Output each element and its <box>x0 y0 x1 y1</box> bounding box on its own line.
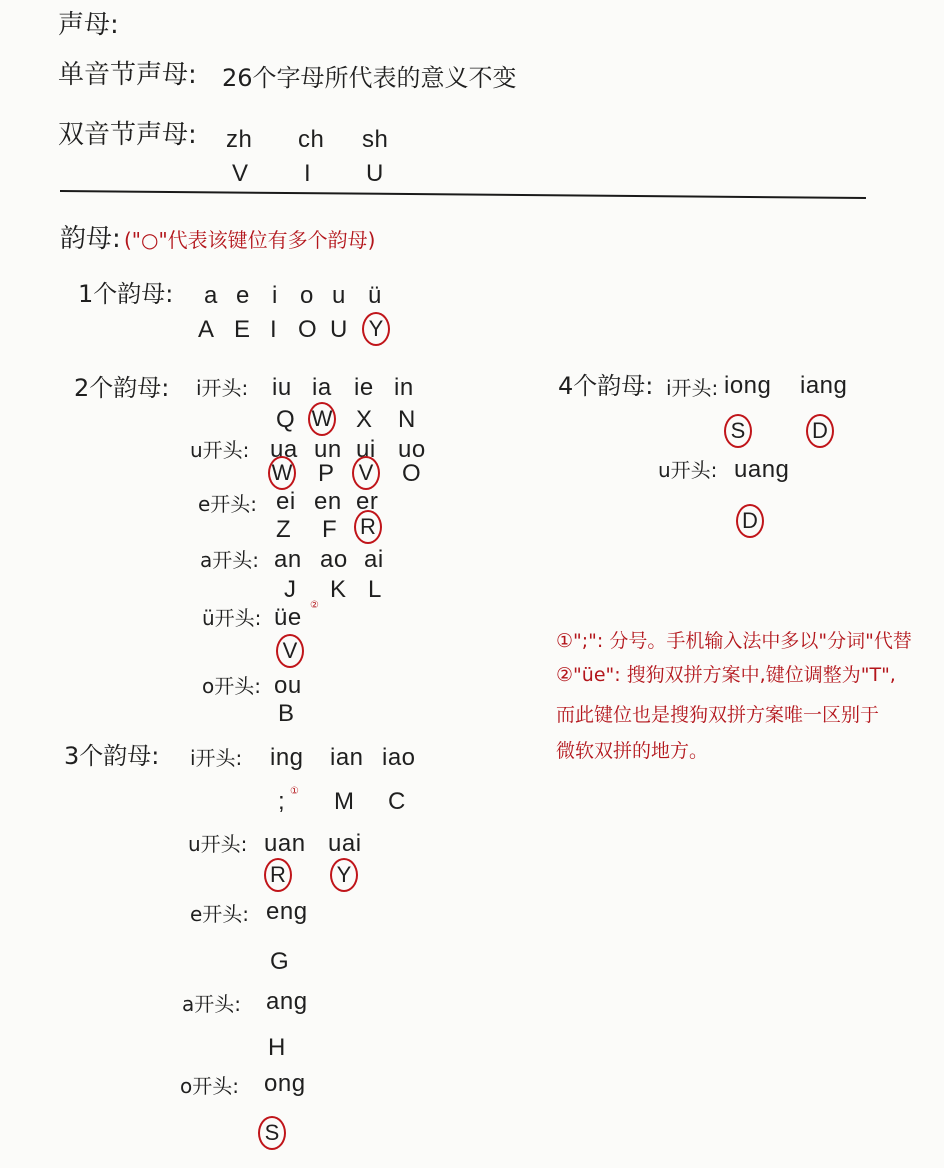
pinyin-eng: eng <box>266 898 308 925</box>
pinyin-ie: ie <box>354 374 374 401</box>
two-e-start: e开头: <box>198 492 258 516</box>
footnote-mark-2: ② <box>310 600 319 611</box>
pinyin-ong: ong <box>264 1070 306 1097</box>
pinyin-iang: iang <box>800 372 848 399</box>
pinyin-er: er <box>356 488 379 515</box>
two-i-start: i开头: <box>196 376 249 400</box>
key-sh: U <box>366 160 384 187</box>
key-uo: O <box>402 460 422 487</box>
key-eng: G <box>270 948 290 975</box>
key-er-circled: R <box>354 510 382 544</box>
pinyin-i: i <box>272 282 278 309</box>
key-ou: B <box>278 700 295 727</box>
three-u-start: u开头: <box>188 832 248 856</box>
pinyin-ing: ing <box>270 744 304 771</box>
key-iang-circled: D <box>806 414 834 448</box>
three-i-start: i开头: <box>190 746 243 770</box>
double-initials-label: 双音节声母: <box>58 120 197 150</box>
pinyin-ou: ou <box>274 672 302 699</box>
pinyin-zh: zh <box>226 126 253 153</box>
key-ing: ; <box>278 788 286 815</box>
pinyin-un: un <box>314 436 342 463</box>
pinyin-en: en <box>314 488 342 515</box>
footnote-mark-1: ① <box>290 786 299 797</box>
key-uang-circled: D <box>736 504 764 538</box>
key-ang: H <box>268 1034 286 1061</box>
pinyin-ian: ian <box>330 744 364 771</box>
key-iu: Q <box>276 406 296 433</box>
one-final-label: 1个韵母: <box>78 280 174 308</box>
key-iong-circled: S <box>724 414 752 448</box>
key-un: P <box>318 460 335 487</box>
four-u-start: u开头: <box>658 458 718 482</box>
two-finals-label: 2个韵母: <box>74 374 170 402</box>
pinyin-ui: ui <box>356 436 376 463</box>
initials-heading: 声母: <box>58 10 119 40</box>
pinyin-ang: ang <box>266 988 308 1015</box>
pinyin-iao: iao <box>382 744 416 771</box>
pinyin-o: o <box>300 282 314 309</box>
key-an: J <box>284 576 297 603</box>
key-iao: C <box>388 788 406 815</box>
key-a: A <box>198 316 215 343</box>
key-ui-circled: V <box>352 456 380 490</box>
finals-note: ("○"代表该键位有多个韵母) <box>124 228 376 252</box>
key-v-circled: Y <box>362 312 390 346</box>
two-a-start: a开头: <box>200 548 259 572</box>
key-ai: L <box>368 576 382 603</box>
pinyin-ai: ai <box>364 546 384 573</box>
four-finals-label: 4个韵母: <box>558 372 654 400</box>
key-uai-circled: Y <box>330 858 358 892</box>
pinyin-uang: uang <box>734 456 790 483</box>
three-o-start: o开头: <box>180 1074 239 1098</box>
pinyin-ua: ua <box>270 436 298 463</box>
two-v-start: ü开头: <box>202 606 262 630</box>
three-finals-label: 3个韵母: <box>64 742 160 770</box>
key-ua-circled: W <box>268 456 296 490</box>
key-in: N <box>398 406 416 433</box>
key-ia-circled: W <box>308 402 336 436</box>
key-en: F <box>322 516 338 543</box>
pinyin-iu: iu <box>272 374 292 401</box>
pinyin-ve: üe <box>274 604 302 631</box>
single-initials-label: 单音节声母: <box>58 60 197 90</box>
key-o: O <box>298 316 318 343</box>
footnote-1: ①";": 分号。手机输入法中多以"分词"代替 <box>556 630 912 652</box>
pinyin-an: an <box>274 546 302 573</box>
four-i-start: i开头: <box>666 376 719 400</box>
pinyin-a: a <box>204 282 218 309</box>
footnote-2-line-1: ②"üe": 搜狗双拼方案中,键位调整为"T", <box>556 664 896 686</box>
three-a-start: a开头: <box>182 992 241 1016</box>
key-u: U <box>330 316 348 343</box>
pinyin-e: e <box>236 282 250 309</box>
footnote-2-line-3: 微软双拼的地方。 <box>556 740 709 762</box>
pinyin-ia: ia <box>312 374 332 401</box>
key-e: E <box>234 316 251 343</box>
section-divider <box>60 190 866 199</box>
finals-heading: 韵母: <box>60 224 121 254</box>
key-zh: V <box>232 160 249 187</box>
key-uan-circled: R <box>264 858 292 892</box>
key-ch: I <box>304 160 312 187</box>
key-ao: K <box>330 576 347 603</box>
three-e-start: e开头: <box>190 902 250 926</box>
pinyin-ei: ei <box>276 488 296 515</box>
pinyin-ao: ao <box>320 546 348 573</box>
pinyin-u: u <box>332 282 346 309</box>
pinyin-sh: sh <box>362 126 389 153</box>
footnote-2-line-2: 而此键位也是搜狗双拼方案唯一区别于 <box>556 704 880 726</box>
pinyin-v: ü <box>368 282 382 309</box>
key-ian: M <box>334 788 355 815</box>
pinyin-iong: iong <box>724 372 772 399</box>
key-i: I <box>270 316 278 343</box>
pinyin-ch: ch <box>298 126 325 153</box>
single-initials-desc: 26个字母所代表的意义不变 <box>222 64 517 92</box>
two-o-start: o开头: <box>202 674 261 698</box>
key-ve-circled: V <box>276 634 304 668</box>
two-u-start: u开头: <box>190 438 250 462</box>
pinyin-uai: uai <box>328 830 362 857</box>
pinyin-uan: uan <box>264 830 306 857</box>
key-ie: X <box>356 406 373 433</box>
pinyin-uo: uo <box>398 436 426 463</box>
key-ong-circled: S <box>258 1116 286 1150</box>
pinyin-in: in <box>394 374 414 401</box>
key-ei: Z <box>276 516 292 543</box>
